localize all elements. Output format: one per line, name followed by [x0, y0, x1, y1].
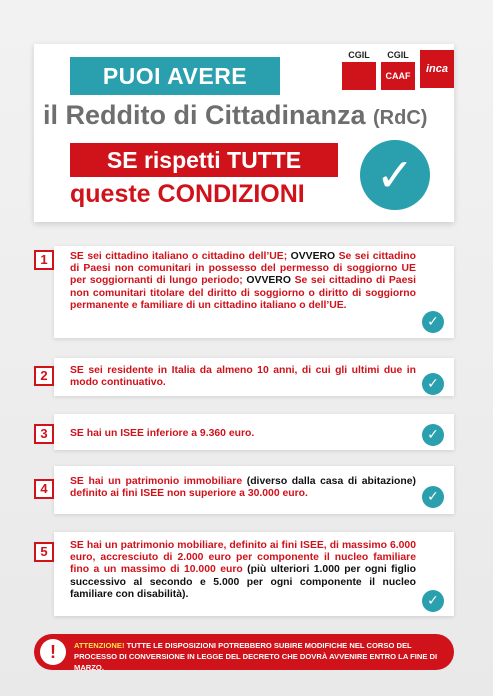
condition-text-part: sei cittadino italiano o cittadino dell’UE;: [83, 251, 288, 262]
condition-text-1: [70, 251, 416, 312]
condition-text-part: hai un patrimonio mobiliare, definito ai fini ISEE, di massimo 6.000 euro, accresciuto di 2.000 euro per componente il nucleo familiare fino a un massimo di 10.000 euro: [70, 540, 416, 576]
exclamation-icon: !: [40, 639, 66, 665]
condition-text-part: SE: [70, 540, 84, 551]
condition-text-part: (diverso dalla casa di abitazione): [246, 476, 416, 487]
attention-lead: ATTENZIONE!: [74, 641, 125, 650]
condition-text-part: (più ulteriori 1.000 per ogni figlio successivo al secondo e 5.000 per ogni componente il nucleo familiare con disabilità).: [70, 564, 416, 600]
check-icon: ✓: [422, 590, 444, 612]
puoi-avere-badge: PUOI AVERE: [70, 57, 280, 95]
condition-text-part: OVVERO: [287, 251, 339, 262]
condition-text-part: sei residente in Italia da almeno 10 anni, di cui gli ultimi due in modo continuativo.: [70, 365, 416, 389]
condition-text-5: [70, 540, 416, 601]
cgil-logo-mark: [342, 62, 376, 90]
condition-text-part: SE: [70, 251, 84, 262]
condition-text-part: hai un ISEE inferiore a 9.360 euro.: [83, 428, 255, 439]
condition-text-part: Se sei cittadino di Paesi non comunitari titolare del diritto di soggiorno o diritto di soggiorno permanente e familiare di un cittadino italiano o dell’UE.: [70, 275, 417, 311]
page-title-text: il Reddito di Cittadinanza: [43, 100, 366, 130]
attention-text: [74, 640, 446, 673]
page-subtitle: queste CONDIZIONI: [70, 180, 305, 208]
condition-text-2: [70, 365, 416, 389]
check-icon: ✓: [422, 424, 444, 446]
condition-number-4: 4: [34, 479, 54, 499]
condition-text-part: Se sei cittadino di Paesi non comunitari in possesso del permesso di soggiorno UE per soggiornanti di lungo periodo;: [70, 251, 416, 287]
condition-number-1: 1: [34, 250, 54, 270]
condition-text-part: hai un patrimonio immobiliare: [83, 476, 247, 487]
check-icon: ✓: [422, 311, 444, 333]
cgil-logo-text: CGIL: [348, 50, 370, 60]
caaf-logo-mark: CAAF: [381, 62, 415, 90]
condition-text-part: SE: [70, 428, 84, 439]
attention-body: TUTTE LE DISPOSIZIONI POTREBBERO SUBIRE MODIFICHE NEL CORSO DEL PROCESSO DI CONVERSIONE IN LEGGE DEL DECRETO CHE DOVRÀ AVVENIRE ENTRO LA FINE DI MARZO.: [74, 641, 438, 672]
rispetti-badge: SE rispetti TUTTE: [70, 143, 338, 177]
condition-text-part: definito ai fini ISEE non superiore a 30.000 euro.: [70, 488, 308, 500]
condition-text-4: [70, 476, 416, 500]
caaf-logo: [381, 50, 415, 90]
check-icon: ✓: [360, 140, 430, 210]
caaf-logo-top-text: CGIL: [387, 50, 409, 60]
inca-logo: [420, 50, 454, 88]
inca-logo-mark: inca: [420, 50, 454, 88]
condition-number-3: 3: [34, 424, 54, 444]
condition-number-2: 2: [34, 366, 54, 386]
check-icon: ✓: [422, 373, 444, 395]
check-icon: ✓: [422, 486, 444, 508]
page-title-suffix: (RdC): [373, 107, 428, 129]
condition-text-3: [70, 428, 416, 440]
condition-number-5: 5: [34, 542, 54, 562]
cgil-logo: [342, 50, 376, 90]
condition-text-part: OVVERO: [242, 275, 295, 287]
page-title: [43, 100, 427, 131]
condition-text-part: SE: [70, 365, 84, 376]
condition-text-part: SE: [70, 476, 84, 487]
